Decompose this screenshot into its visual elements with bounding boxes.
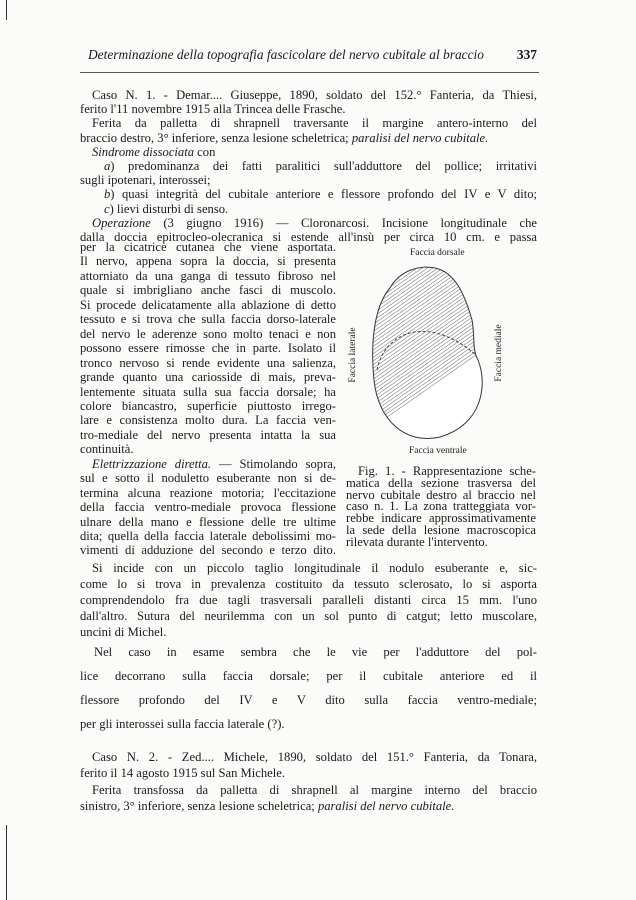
text-line [346, 535, 536, 550]
text-line [80, 399, 336, 414]
label-dorsal: Faccia dorsale [410, 248, 465, 258]
text-run: ) lievi disturbi di senso. [109, 201, 229, 216]
text-run: lice decorrano sulla faccia dorsale; per il cubitale anteriore ed il [80, 669, 537, 683]
text-line [92, 457, 336, 472]
text-run: ferito l'11 novembre 1915 alla Trincea delle Frasche. [80, 102, 346, 117]
text-run: attorniato da una ganga di tessuto fibroso nel [80, 268, 336, 283]
text-run: per gli interossei sulla faccia laterale (?). [80, 717, 285, 731]
text-run: vimenti di adduzione del secondo e terzo dito. [80, 543, 336, 558]
text-run: Nel caso in esame sembra che le vie per l'adduttore del pol- [94, 645, 537, 659]
italic-text: b [104, 187, 111, 202]
text-line [80, 173, 537, 188]
text-run: braccio destro, 3° inferiore, senza lesione scheletrica; [80, 130, 352, 145]
text-run: Ferita da palletta di shrapnell traversante il margine antero-interno del [92, 116, 537, 131]
text-line [80, 799, 537, 814]
text-line [80, 254, 336, 269]
text-run: termina alcuna reazione motoria; l'eccitazione [80, 485, 336, 500]
text-line [92, 750, 537, 765]
text-line [80, 341, 336, 356]
text-line [80, 669, 537, 684]
text-line [80, 312, 336, 327]
text-line [80, 131, 537, 146]
text-run: (3 giugno 1916) — Cloronarcosi. Incisione longitudinale che [150, 215, 537, 230]
text-run: ferito il 14 agosto 1915 sul San Michele. [80, 766, 285, 781]
text-run: matica della sezione trasversa del [346, 475, 536, 490]
text-run: rebbe indicare approssimativamente [346, 511, 536, 526]
text-line [80, 543, 336, 558]
text-run: con [194, 144, 216, 159]
italic-text: a [104, 159, 111, 173]
text-run: ) predominanza dei fatti paralitici sull'adduttore del pollice; irritativi [110, 159, 537, 173]
text-run: lare e consistenza molto dura. La faccia ven- [80, 413, 336, 428]
text-run: possono essere rimosse che in parte. Isolato il [80, 341, 336, 356]
text-run: sugli ipotenari, interossei; [80, 173, 211, 188]
text-line [80, 577, 537, 592]
text-line [92, 561, 537, 576]
text-line [80, 515, 336, 530]
running-title: Determinazione della topografia fascicolare del nervo cubitale al braccio [88, 47, 484, 62]
text-run: Caso N. 1. - Demar.... Giuseppe, 1890, soldato del 152.° Fanteria, da Thiesi, [92, 88, 537, 102]
text-line [80, 486, 336, 501]
text-line [80, 356, 336, 371]
label-medial: Faccia mediale [494, 324, 504, 382]
italic-text: Operazione [92, 215, 151, 230]
text-run: caso n. 1. La zona tratteggiata vor- [346, 499, 536, 514]
text-run: la sede della lesione macroscopica [346, 523, 536, 537]
text-line [80, 693, 537, 708]
text-line [80, 370, 336, 385]
text-line [80, 500, 336, 515]
text-run: quale si imbrigliano anche fasci di muscolo. [80, 283, 336, 298]
text-line [92, 116, 537, 131]
text-line [80, 269, 336, 284]
page-binding-edge [6, 0, 7, 20]
text-line [80, 625, 537, 640]
text-run: dita; quella della faccia laterale debolissimi mo- [80, 529, 336, 543]
text-line [92, 783, 537, 798]
text-line [80, 593, 537, 608]
text-line [80, 766, 537, 781]
text-line [94, 645, 537, 660]
text-run: ) quasi integrità del cubitale anteriore e flessore profondo del IV e V dito; [110, 187, 537, 202]
text-line [80, 471, 336, 486]
text-line [80, 609, 537, 624]
text-line [80, 413, 336, 428]
text-line [104, 187, 537, 202]
text-run: della faccia ventro-mediale provoca flessione [80, 500, 336, 515]
text-line [92, 145, 537, 160]
text-run: Si procede delicatamente alla ablazione di detto [80, 297, 336, 312]
italic-text: Elettrizzazione diretta. [92, 456, 212, 471]
text-line [80, 327, 336, 342]
text-run: uncini di Michel. [80, 625, 167, 639]
text-run: tessuto e si trova che sulla faccia dorso-laterale [80, 312, 336, 327]
text-line [80, 283, 336, 298]
text-run: tro-mediale del nervo presenta intatta la sua [80, 427, 336, 442]
text-run: nervo cubitale destro al braccio nel [346, 487, 536, 502]
text-line [80, 102, 537, 117]
running-header [88, 47, 537, 63]
text-run: Si incide con un piccolo taglio longitudinale il nodulo esuberante e, sic- [92, 561, 537, 575]
text-run: lentemente situata sulla sua faccia dorsale; ha [80, 384, 336, 399]
nerve-cross-section-diagram [360, 260, 500, 445]
text-run: — Stimolando sopra, [211, 456, 336, 471]
italic-text: Sindrome dissociata [92, 144, 195, 159]
text-line [104, 202, 537, 217]
text-run: continuità. [80, 442, 134, 457]
italic-text: paralisi del nervo cubitale. [351, 130, 489, 145]
text-run: flessore profondo del IV e V dito sulla faccia ventro-mediale; [80, 693, 537, 707]
text-line [80, 385, 336, 400]
page-binding-edge [6, 825, 7, 900]
text-run: del nervo le aderenze sono molto tenaci e non [80, 326, 336, 341]
italic-text: c [104, 201, 110, 216]
header-rule [80, 72, 539, 73]
text-run: comprendendolo fra due tagli trasversali paralleli distanti circa 15 mm. l'uno [80, 593, 537, 607]
label-lateral: Faccia laterale [348, 327, 358, 383]
text-line [104, 159, 537, 174]
text-line [80, 442, 336, 457]
text-line [80, 298, 336, 313]
text-run: Il nervo, appena sopra la doccia, si presenta [80, 254, 336, 269]
text-line [80, 428, 336, 443]
text-run: Caso N. 2. - Zed.... Michele, 1890, soldato del 151.° Fanteria, da Tonara, [92, 750, 537, 764]
page-number: 337 [516, 47, 537, 62]
text-line [80, 529, 336, 544]
text-run: tronco nervoso si rende evidente una salienza, [80, 355, 336, 370]
text-line [92, 88, 537, 103]
label-ventral: Faccia ventrale [409, 446, 467, 456]
text-run: come lo si trova in prevalenza costituito da tessuto sclerosato, lo si asporta [80, 577, 537, 591]
text-run: dall'altro. Sutura del neurilemma con un sol punto di catgut; letto muscolare, [80, 609, 537, 623]
text-run: dalla doccia epitrocleo-olecranica si estende all'insù per circa 10 cm. e passa [80, 230, 537, 244]
text-run: Fig. 1. - Rappresentazione sche- [358, 464, 536, 478]
text-run: per la cicatrice cutanea che viene asportata. [80, 240, 336, 254]
text-line [80, 240, 336, 255]
text-run: ulnare della mano e flessione delle tre ultime [80, 514, 336, 529]
text-run: Ferita transfossa da palletta di shrapnell al margine interno del braccio [92, 782, 537, 797]
text-run: rilevata durante l'intervento. [346, 534, 488, 549]
text-run: colore biancastro, superficie piuttosto irrego- [80, 398, 336, 413]
text-line [92, 216, 537, 231]
text-run: sul e sotto il noduletto esuberante non si de- [80, 471, 336, 486]
text-run: sinistro, 3° inferiore, senza lesione scheletrica; [80, 798, 318, 813]
italic-text: paralisi del nervo cubitale. [317, 798, 455, 813]
text-run: grande quanto una cariosside di mais, preva- [80, 370, 336, 385]
text-line [80, 717, 537, 732]
